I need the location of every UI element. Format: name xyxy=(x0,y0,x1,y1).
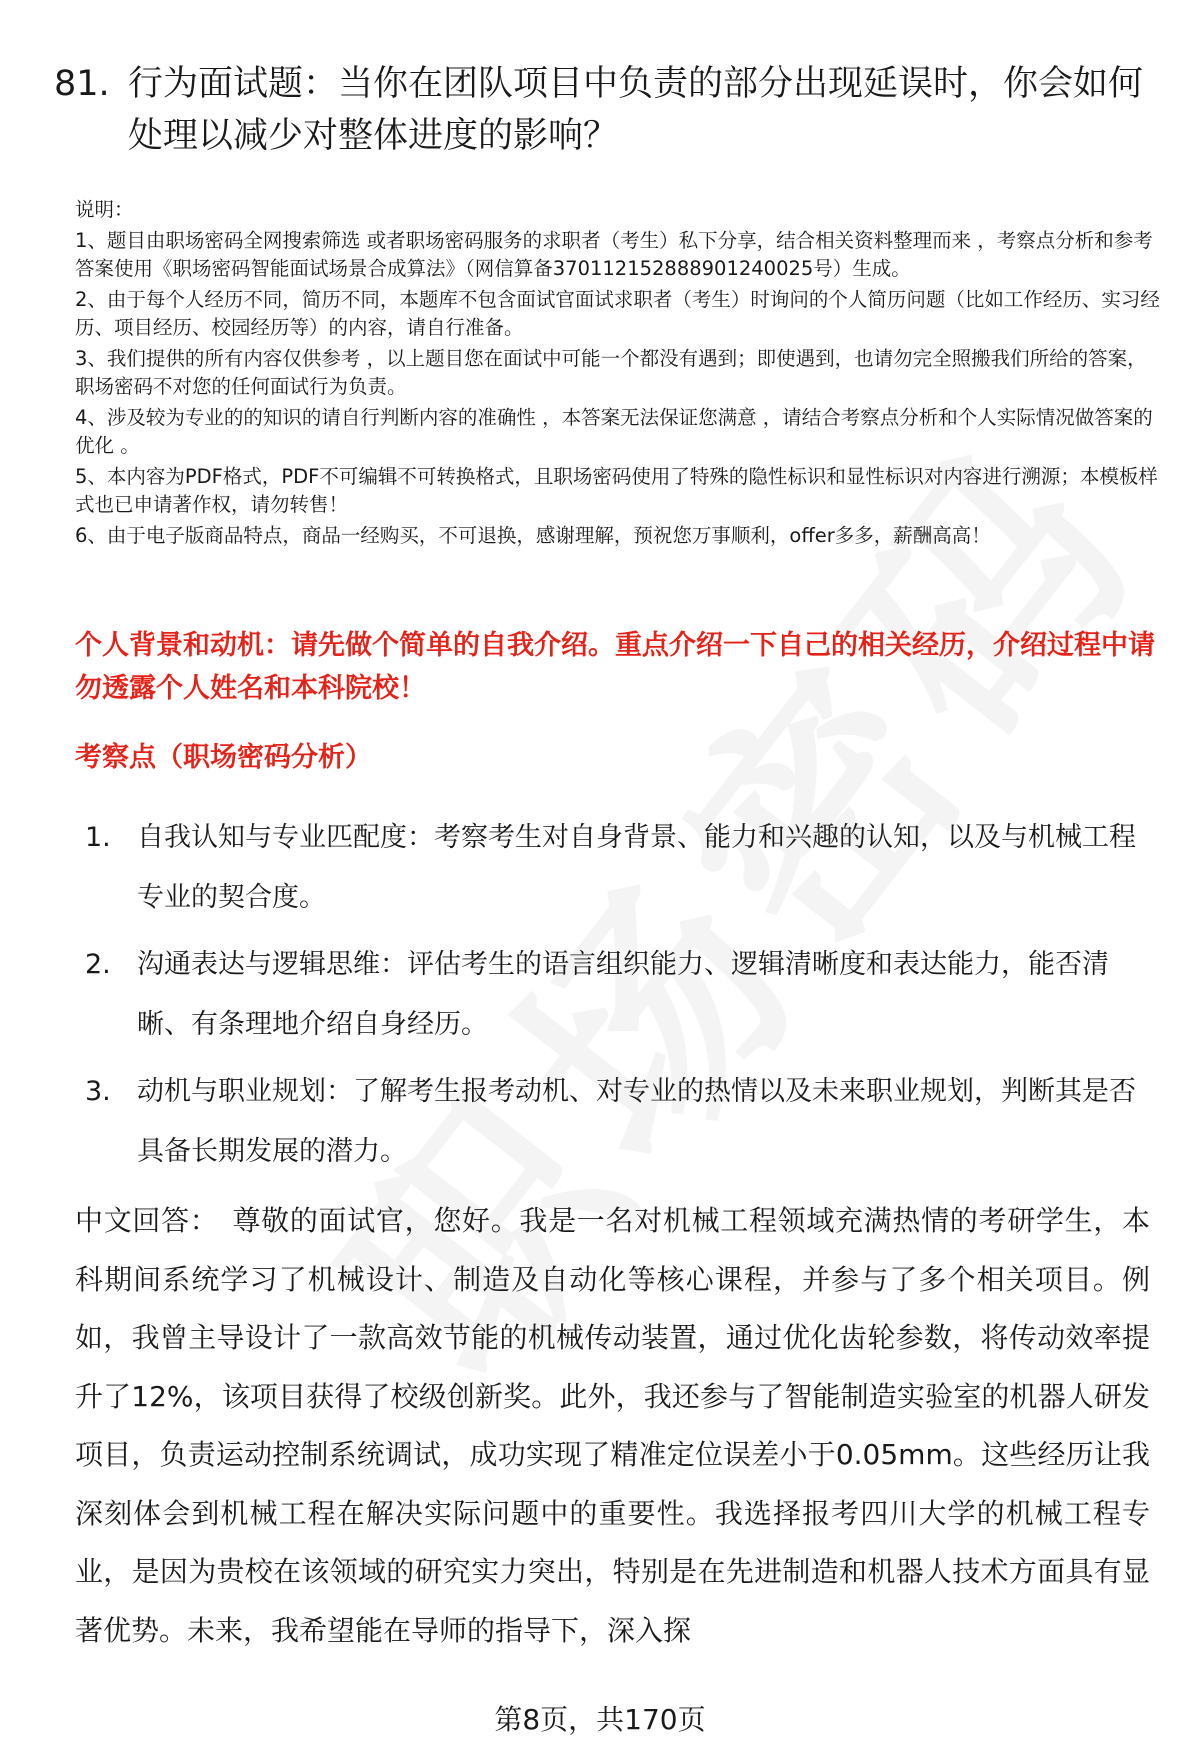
background-heading: 个人背景和动机：请先做个简单的自我介绍。重点介绍一下自己的相关经历，介绍过程中请勿透露个人姓名和本科院校！ xyxy=(75,630,1155,704)
list-item xyxy=(75,935,1145,1055)
list-item xyxy=(75,808,1145,928)
list-item xyxy=(75,1062,1145,1182)
note-item: 2、由于每个人经历不同，简历不同，本题库不包含面试官面试求职者（考生）时询问的个人简历问题（比如工作经历、实习经历、项目经历、校园经历等）的内容，请自行准备。 xyxy=(75,288,1160,339)
list-item-number: 3. xyxy=(85,1076,111,1107)
answer-label: 中文回答： xyxy=(75,1204,219,1237)
notes-heading: 说明： xyxy=(75,198,134,221)
list-item-text: 沟通表达与逻辑思维：评估考生的语言组织能力、逻辑清晰度和表达能力，能否清晰、有条理地介绍自身经历。 xyxy=(137,949,1109,1040)
list-item-number: 1. xyxy=(85,822,111,853)
answer-text: 尊敬的面试官，您好。我是一名对机械工程领域充满热情的考研学生，本科期间系统学习了机械设计、制造及自动化等核心课程，并参与了多个相关项目。例如，我曾主导设计了一款高效节能的机械传动装置，通过优化齿轮参数，将传动效率提升了12%，该项目获得了校级创新奖。此外，我还参与了智能制造实验室的机器人研发项目，负责运动控制系统调试，成功实现了精准定位误差小于0.05mm。这些经历让我深刻体会到机械工程在解决实际问题中的重要性。我选择报考四川大学的机械工程专业，是因为贵校在该领域的研究实力突出，特别是在先进制造和机器人技术方面具有显著优势。未来，我希望能在导师的指导下，深入探 xyxy=(75,1204,1150,1647)
question-title xyxy=(54,58,1164,162)
note-item: 3、我们提供的所有内容仅供参考 ，以上题目您在面试中可能一个都没有遇到；即使遇到，也请勿完全照搬我们所给的答案，职场密码不对您的任何面试行为负责。 xyxy=(75,347,1147,398)
key-points-list xyxy=(75,808,1145,1189)
question-text: 行为面试题：当你在团队项目中负责的部分出现延误时，你会如何处理以减少对整体进度的影响？ xyxy=(128,64,1144,156)
list-item-text: 自我认知与专业匹配度：考察考生对自身背景、能力和兴趣的认知，以及与机械工程专业的契合度。 xyxy=(137,822,1136,913)
note-item: 1、题目由职场密码全网搜索筛选 或者职场密码服务的求职者（考生）私下分享，结合相关资料整理而来 ，考察点分析和参考答案使用《职场密码智能面试场景合成算法》（网信算备370112152888901240025号）生成。 xyxy=(75,229,1153,280)
page-footer: 第8页，共170页 xyxy=(494,1703,706,1736)
key-points-heading: 考察点（职场密码分析） xyxy=(75,742,372,773)
answer-paragraph xyxy=(75,1192,1150,1660)
question-number: 81. xyxy=(54,64,110,104)
disclaimer-notes xyxy=(75,196,1165,553)
note-item: 4、涉及较为专业的的知识的请自行判断内容的准确性 ，本答案无法保证您满意 ，请结合考察点分析和个人实际情况做答案的优化 。 xyxy=(75,406,1153,457)
list-item-text: 动机与职业规划：了解考生报考动机、对专业的热情以及未来职业规划，判断其是否具备长期发展的潜力。 xyxy=(137,1076,1136,1167)
note-item: 6、由于电子版商品特点，商品一经购买，不可退换，感谢理解，预祝您万事顺利，offer多多，薪酬高高！ xyxy=(75,524,991,547)
list-item-number: 2. xyxy=(85,949,111,980)
note-item: 5、本内容为PDF格式，PDF不可编辑不可转换格式，且职场密码使用了特殊的隐性标识和显性标识对内容进行溯源；本模板样式也已申请著作权，请勿转售！ xyxy=(75,465,1158,516)
